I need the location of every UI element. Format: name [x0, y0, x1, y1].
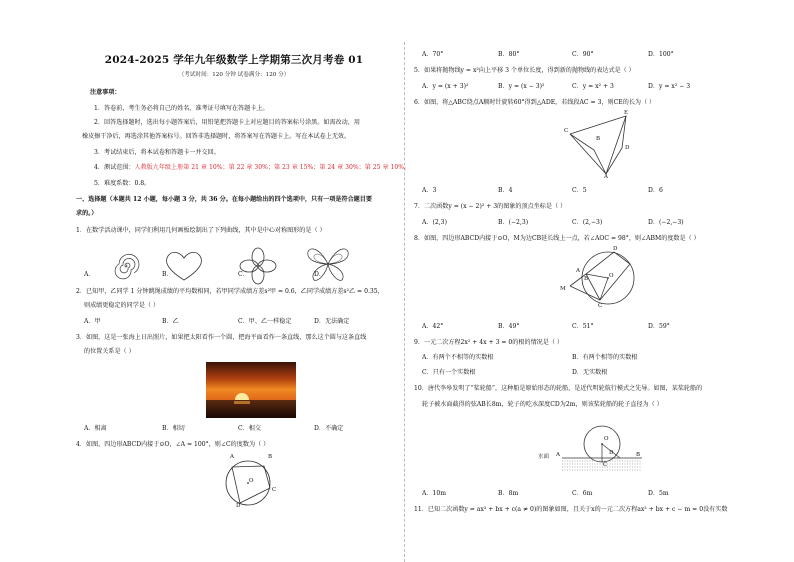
q1-option-d[interactable]: D． — [314, 271, 325, 278]
note-item-2-cont: 橡皮擦干净后，再选涂其他答案标号。回答非选择题时，将答案写在答题卡上。写在本试卷上无效。 — [82, 133, 351, 140]
q8-label-a: A — [576, 268, 580, 274]
q10-label-a: A — [556, 452, 560, 458]
q2-option-d[interactable]: D．无法确定 — [314, 318, 350, 325]
exam-subtitle: （考试时间：120 分钟 试卷满分：120 分） — [178, 72, 290, 78]
q5-option-d[interactable]: D．y = x² − 3 — [648, 83, 691, 90]
note-item-3: 3．考试结束后，将本试卷和答题卡一并交回。 — [94, 149, 220, 156]
note-item-2: 2．回答选择题时，选出每小题答案后，用铅笔把答题卡上对应题目的答案标号涂黑。如需改动，用 — [94, 119, 360, 126]
q4-option-d[interactable]: D．100° — [648, 51, 674, 58]
q4-label-o: O — [249, 478, 254, 484]
q6-label-b: B — [596, 136, 601, 142]
q2-option-a[interactable]: A．甲 — [84, 318, 101, 325]
q6-label-e: E — [624, 110, 629, 116]
section1-heading: 一、选择题（本题共 12 小题，每小题 3 分，共 36 分。在每小题给出的四个选项中，只有一项是符合题目要 — [76, 196, 372, 203]
q4-figure — [218, 454, 278, 512]
q10-stem: 10．唐代李皋发明了“桨轮船”，这种船是原始形态的轮船，是近代明轮航行模式之先导。如图，某桨轮船的 — [414, 385, 703, 392]
q4-option-b[interactable]: B．80° — [498, 51, 520, 58]
q9-option-b[interactable]: B．有两个相等的实数根 — [572, 354, 638, 361]
q6-option-a[interactable]: A．3 — [422, 187, 437, 194]
q4-option-a[interactable]: A．70° — [422, 51, 444, 58]
q3-option-b[interactable]: B．相切 — [162, 425, 185, 432]
q6-option-d[interactable]: D．6 — [648, 187, 663, 194]
q8-label-b: B — [584, 276, 589, 282]
q7-option-b[interactable]: B．(−2,3) — [498, 219, 529, 226]
q8-option-d[interactable]: D．59° — [648, 323, 670, 330]
q1-figure-heart — [164, 250, 204, 282]
q8-label-d: D — [613, 246, 618, 252]
q6-option-b[interactable]: B．4 — [498, 187, 513, 194]
q8-label-c: C — [598, 303, 603, 309]
note-item-4-label: 4．测试范围： — [94, 164, 135, 171]
q10-label-d: D — [609, 450, 614, 456]
q8-option-c[interactable]: C．51° — [572, 323, 594, 330]
q6-option-c[interactable]: C．5 — [572, 187, 587, 194]
q1-figure-spiral — [112, 252, 140, 280]
q4-label-c: C — [272, 487, 277, 493]
q3-option-c[interactable]: C．相交 — [238, 425, 261, 432]
q2-stem: 2．已知甲，乙同学 1 分钟跳绳成绩的平均数相同，若甲同学成绩方差s²甲 = 0.6，乙同学成绩方差s²乙 = 0.35， — [76, 288, 384, 295]
q1-option-b[interactable]: B． — [162, 271, 173, 278]
q4-option-c[interactable]: C．90° — [572, 51, 594, 58]
q1-figure-butterfly — [306, 246, 350, 282]
q6-stem: 6．如图，将△ABC绕点A顺时针旋转60°得到△ADE，若线段AC = 3，则CE的长为（ ） — [414, 99, 656, 106]
q5-stem: 5．如果将抛物线y = x²向上平移 3 个单位长度，得到新的抛物线的表达式是（ ） — [414, 67, 635, 74]
q9-option-d[interactable]: D．无实数根 — [572, 369, 608, 376]
test-scope-text: 人教版九年级上册第 21 章 10%；第 22 章 30%；第 23 章 15%；第 24 章 30%；第 25 章 10%。 — [134, 164, 411, 171]
q6-label-a: A — [604, 174, 608, 180]
q10-water-label: 水面 — [538, 454, 550, 460]
q6-label-c: C — [564, 128, 569, 134]
q4-label-a: A — [230, 454, 234, 460]
q4-label-d: D — [236, 503, 241, 509]
q10-option-b[interactable]: B．8m — [498, 490, 519, 497]
q10-label-b: B — [636, 452, 641, 458]
q10-stem-cont: 轮子被水面截得的弦AB长8m，轮子的吃水深度CD为2m，则该桨轮船的轮子直径为（ ） — [422, 401, 663, 408]
note-item-5: 5．难度系数：0.8。 — [94, 180, 151, 187]
q8-figure — [566, 244, 642, 316]
q10-label-o: O — [604, 436, 609, 442]
q10-option-c[interactable]: C．6m — [572, 490, 593, 497]
q4-label-b: B — [268, 454, 273, 460]
q8-stem: 8．如图，四边形ABCD内接于⊙O，M为边CB延长线上一点，若∠AOC = 98°，则∠ABM的度数是（ ） — [414, 235, 700, 242]
q8-label-o: O — [609, 273, 614, 279]
q9-stem: 9．一元二次方程2x² + 4x + 3 = 0的根的情况是（ ） — [414, 339, 563, 346]
q2-option-c[interactable]: C．甲、乙一样稳定 — [238, 318, 292, 325]
q10-option-a[interactable]: A．10m — [422, 490, 447, 497]
q3-sunrise-photo — [206, 362, 296, 418]
section1-heading-cont: 求的。） — [76, 210, 98, 217]
q7-option-c[interactable]: C．(2,−3) — [572, 219, 603, 226]
note-item-4 — [94, 163, 410, 172]
q8-option-a[interactable]: A．42° — [422, 323, 444, 330]
q5-option-a[interactable]: A．y = (x + 3)² — [422, 83, 469, 90]
notes-heading: 注意事项： — [90, 89, 121, 96]
note-item-1: 1．答卷前，考生务必将自己的姓名、准考证号填写在答题卡上。 — [94, 105, 269, 112]
q7-option-a[interactable]: A．(2,3) — [422, 219, 447, 226]
column-divider — [404, 42, 405, 562]
q10-figure — [560, 424, 644, 484]
exam-title: 2024-2025 学年九年级数学上学期第三次月考卷 01 — [104, 54, 364, 66]
q9-option-c[interactable]: C．只有一个实数根 — [422, 369, 476, 376]
q8-label-m: M — [560, 286, 566, 292]
q3-stem-cont: 的位置关系是（ ） — [84, 348, 135, 355]
q1-figure-four-petal — [238, 246, 278, 286]
q2-stem-cont: 则成绩更稳定的同学是（ ） — [84, 302, 160, 309]
q6-label-d: D — [625, 145, 630, 151]
q7-option-d[interactable]: D．(−2,−3) — [648, 219, 684, 226]
q3-option-a[interactable]: A．相离 — [84, 425, 107, 432]
q3-stem: 3．如图，这是一张海上日出照片，如果把太阳看作一个圆，把海平面看作一条直线，那么这个圆与这条直线 — [76, 334, 367, 341]
q9-option-a[interactable]: A．有两个不相等的实数根 — [422, 354, 494, 361]
q1-option-c[interactable]: C． — [238, 271, 249, 278]
q5-option-b[interactable]: B．y = (x − 3)² — [498, 83, 545, 90]
q1-stem: 1．在数学活动课中，同学们利用几何画板绘制出了下列曲线，其中是中心对称图形的是（ ） — [76, 227, 326, 234]
q10-option-d[interactable]: D．5m — [648, 490, 669, 497]
q2-option-b[interactable]: B．乙 — [162, 318, 179, 325]
q7-stem: 7．二次函数y = (x − 2)² + 3的图象的顶点坐标是（ ） — [414, 203, 567, 210]
q4-stem: 4．如图，四边形ABCD内接于⊙O，∠A = 100°，则∠C的度数为（ ） — [76, 441, 270, 448]
q10-label-c: C — [603, 462, 608, 468]
q11-stem: 11．已知二次函数y = ax² + bx + c(a ≠ 0)的图象如图，且关于x的一元二次方程ax² + bx + c − m = 0没有实数 — [414, 506, 728, 513]
q1-option-a[interactable]: A． — [84, 271, 95, 278]
q5-option-c[interactable]: C．y = x² + 3 — [572, 83, 614, 90]
q3-option-d[interactable]: D．不确定 — [314, 425, 344, 432]
q8-option-b[interactable]: B．49° — [498, 323, 520, 330]
